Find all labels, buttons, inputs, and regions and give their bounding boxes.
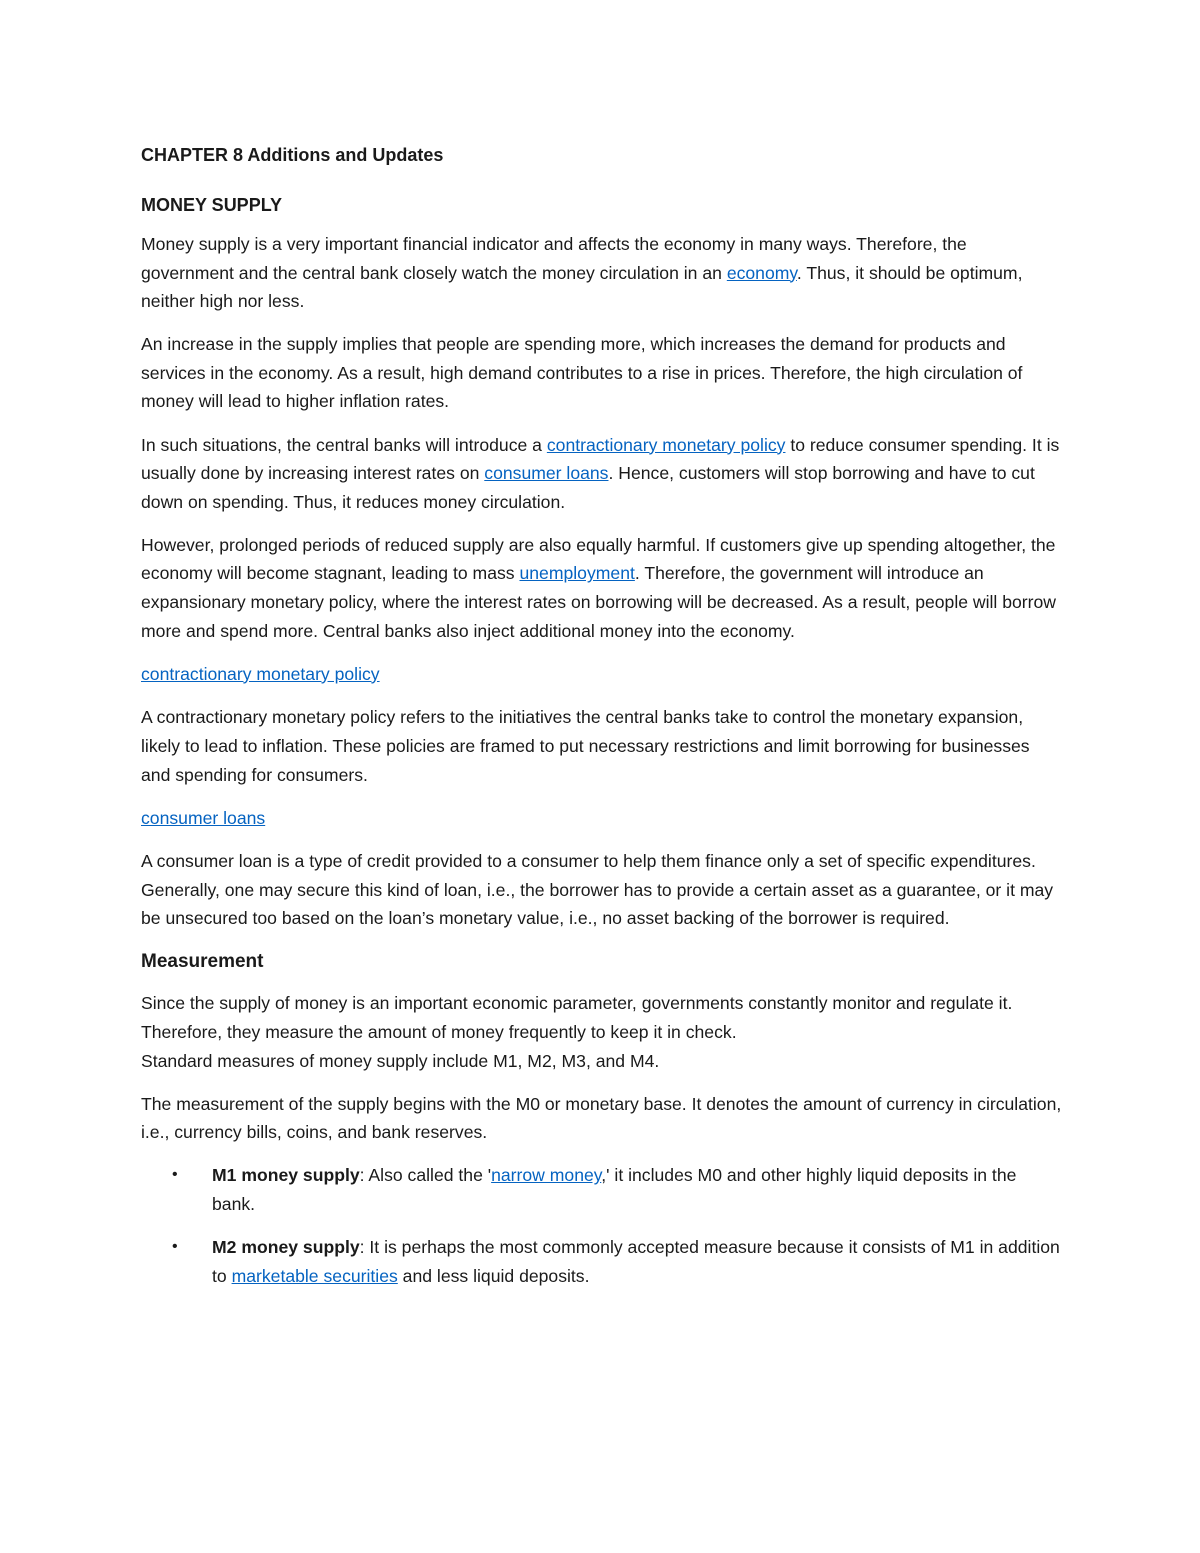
unemployment-link[interactable]: unemployment	[519, 563, 635, 584]
text-run: . Thus, it should be optimum, neither high nor less.	[141, 262, 1023, 312]
bullet-icon: •	[172, 1166, 178, 1184]
paragraph-contractionary	[141, 431, 1063, 517]
paragraph-expansionary	[141, 531, 1063, 645]
text-run: to reduce consumer spending. It is usually done by increasing interest rates on	[141, 434, 1060, 484]
contractionary-monetary-policy-link[interactable]: contractionary monetary policy	[546, 434, 786, 455]
bullet-icon: •	[172, 1238, 178, 1256]
measurement-heading: Measurement	[141, 951, 264, 973]
paragraph-intro	[141, 230, 1063, 316]
text-run: . Therefore, the government will introduce an expansionary monetary policy, where the interest rates on borrowing will be decreased. As a result, people will borrow more and spend more. Central banks also inject additional money into the economy.	[141, 563, 1057, 641]
narrow-money-link[interactable]: narrow money	[491, 1165, 602, 1186]
text-run: ,' it includes M0 and other highly liquid deposits in the bank.	[212, 1165, 1017, 1215]
text-run: : It is perhaps the most commonly accepted measure because it consists of M1 in addition to	[212, 1237, 1060, 1286]
consumer-loans-definition-link[interactable]: consumer loans	[141, 807, 266, 828]
marketable-securities-link[interactable]: marketable securities	[231, 1265, 398, 1286]
paragraph-increase: An increase in the supply implies that people are spending more, which increases the demand for products and services in the economy. As a result, high demand contributes to a rise in prices. Therefore, the high circulation of money will lead to higher inflation rates.	[141, 334, 1023, 412]
consumer-loans-link[interactable]: consumer loans	[484, 463, 609, 484]
list-item-m1	[141, 1161, 1063, 1218]
text-run: In such situations, the central banks will introduce a	[141, 434, 547, 455]
list-item-m2	[141, 1233, 1063, 1290]
contractionary-policy-definition: A contractionary monetary policy refers to the initiatives the central banks take to control the monetary expansion, likely to lead to inflation. These policies are framed to put necessary restrictions and limit borrowing for businesses and spending for consumers.	[141, 707, 1030, 785]
m1-term: M1 money supply	[212, 1165, 360, 1186]
measurement-paragraph: Since the supply of money is an important economic parameter, governments constantly monitor and regulate it. Therefore, they measure the amount of money frequently to keep it in check.	[141, 993, 1013, 1043]
m2-term: M2 money supply	[212, 1237, 360, 1258]
text-run: However, prolonged periods of reduced supply are also equally harmful. If customers give up spending altogether, the economy will become stagnant, leading to mass	[141, 534, 1056, 584]
contractionary-policy-definition-link[interactable]: contractionary monetary policy	[141, 663, 380, 684]
section-title: MONEY SUPPLY	[141, 195, 283, 215]
text-run: and less liquid deposits.	[397, 1265, 590, 1286]
consumer-loans-definition: A consumer loan is a type of credit provided to a consumer to help them finance only a set of specific expenditures. Generally, one may secure this kind of loan, i.e., the borrower has to provide a certain asset as a guarantee, or it may be unsecured too based on the loan’s monetary value, i.e., no asset backing of the borrower is required.	[141, 851, 1054, 929]
document-page	[141, 138, 1063, 1305]
text-run: . Hence, customers will stop borrowing and have to cut down on spending. Thus, it reduces money circulation.	[141, 463, 1035, 512]
money-supply-list	[141, 1161, 1063, 1290]
text-run: Money supply is a very important financial indicator and affects the economy in many ways. Therefore, the government and the central bank closely watch the money circulation in an	[141, 234, 967, 283]
monetary-base-paragraph: The measurement of the supply begins with the M0 or monetary base. It denotes the amount of currency in circulation, i.e., currency bills, coins, and bank reserves.	[141, 1093, 1062, 1143]
text-run: : Also called the '	[359, 1165, 492, 1186]
chapter-title: CHAPTER 8 Additions and Updates	[141, 145, 444, 165]
economy-link[interactable]: economy	[726, 262, 797, 283]
standard-measures-line: Standard measures of money supply include M1, M2, M3, and M4.	[141, 1050, 660, 1071]
